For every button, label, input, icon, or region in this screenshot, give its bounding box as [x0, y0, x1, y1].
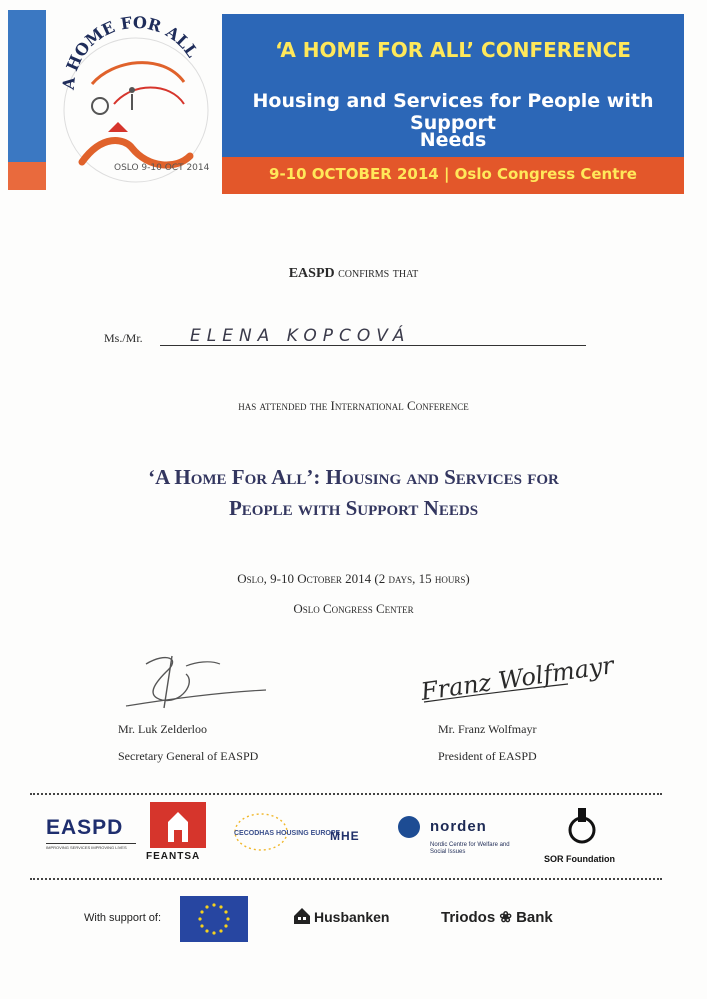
hand-icon — [82, 140, 190, 165]
feantsa-house-icon — [150, 802, 206, 848]
norden-subtitle: Nordic Centre for Welfare and Social Issues — [430, 842, 510, 855]
attended-line: has attended the International Conference — [238, 398, 469, 413]
cecodhas-label: CECODHAS HOUSING EUROPE — [234, 830, 341, 837]
attendee-name: ELENA KOPCOVÁ — [190, 326, 411, 346]
conference-logo — [52, 12, 212, 192]
signatory2-name: Mr. Franz Wolfmayr — [438, 722, 537, 736]
conference-banner — [222, 14, 684, 194]
sor-foundation-label: SOR Foundation — [544, 854, 615, 864]
org-name: EASPD — [288, 266, 335, 281]
banner-subtitle-line2: Needs — [419, 129, 487, 151]
divider-bottom — [30, 878, 662, 880]
triodos-label: Triodos — [441, 909, 496, 926]
feantsa-label: FEANTSA — [146, 851, 201, 862]
sor-foundation-icon — [566, 806, 598, 848]
banner-subtitle-line1: Housing and Services for People with Support — [252, 90, 654, 134]
bank-label: Bank — [516, 909, 553, 926]
husbanken-icon — [292, 906, 312, 926]
conference-title-line2: People with Support Needs — [228, 496, 479, 520]
triodos-bank-logo — [441, 908, 553, 926]
mhe-logo: MHE — [330, 829, 360, 843]
easpd-tagline: IMPROVING SERVICES IMPROVING LIVES — [46, 843, 136, 850]
signature-zelderloo — [126, 652, 276, 712]
feantsa-logo-box — [150, 802, 206, 848]
easpd-logo: EASPD — [46, 816, 124, 839]
left-blue-strip — [8, 10, 46, 162]
signatory1-title: Secretary General of EASPD — [118, 749, 259, 763]
signatory1-name: Mr. Luk Zelderloo — [118, 722, 207, 736]
conference-dates: Oslo, 9-10 October 2014 (2 days, 15 hours) — [237, 571, 470, 586]
signature-wolfmayr — [418, 640, 616, 710]
house-icon — [108, 122, 128, 132]
wheelchair-icon — [92, 98, 108, 114]
signatory2-title: President of EASPD — [438, 749, 537, 763]
confirms-line — [0, 266, 707, 282]
logo-arc-text: A HOME FOR ALL — [58, 12, 202, 91]
salutation: Ms./Mr. — [104, 331, 143, 345]
banner-date-place: 9-10 OCTOBER 2014 | Oslo Congress Centre — [269, 165, 637, 183]
eu-flag-icon — [180, 896, 248, 942]
triodos-icon: ❀ — [499, 909, 512, 926]
divider-top — [30, 793, 662, 795]
confirms-text: confirms that — [338, 266, 419, 281]
support-label: With support of: — [84, 912, 162, 924]
conference-venue: Oslo Congress Center — [293, 601, 414, 616]
conference-title-line1: ‘A Home For All’: Housing and Services for — [148, 465, 559, 489]
banner-title: ‘A HOME FOR ALL’ CONFERENCE — [275, 38, 631, 62]
signature-wolfmayr-text: Franz Wolfmayr — [419, 651, 616, 706]
left-orange-strip — [8, 162, 46, 190]
norden-logo: norden — [430, 818, 487, 835]
norden-swan-icon — [398, 816, 420, 838]
logo-footer-text: OSLO 9-10 OCT 2014 — [114, 163, 210, 173]
husbanken-logo: Husbanken — [314, 909, 390, 925]
